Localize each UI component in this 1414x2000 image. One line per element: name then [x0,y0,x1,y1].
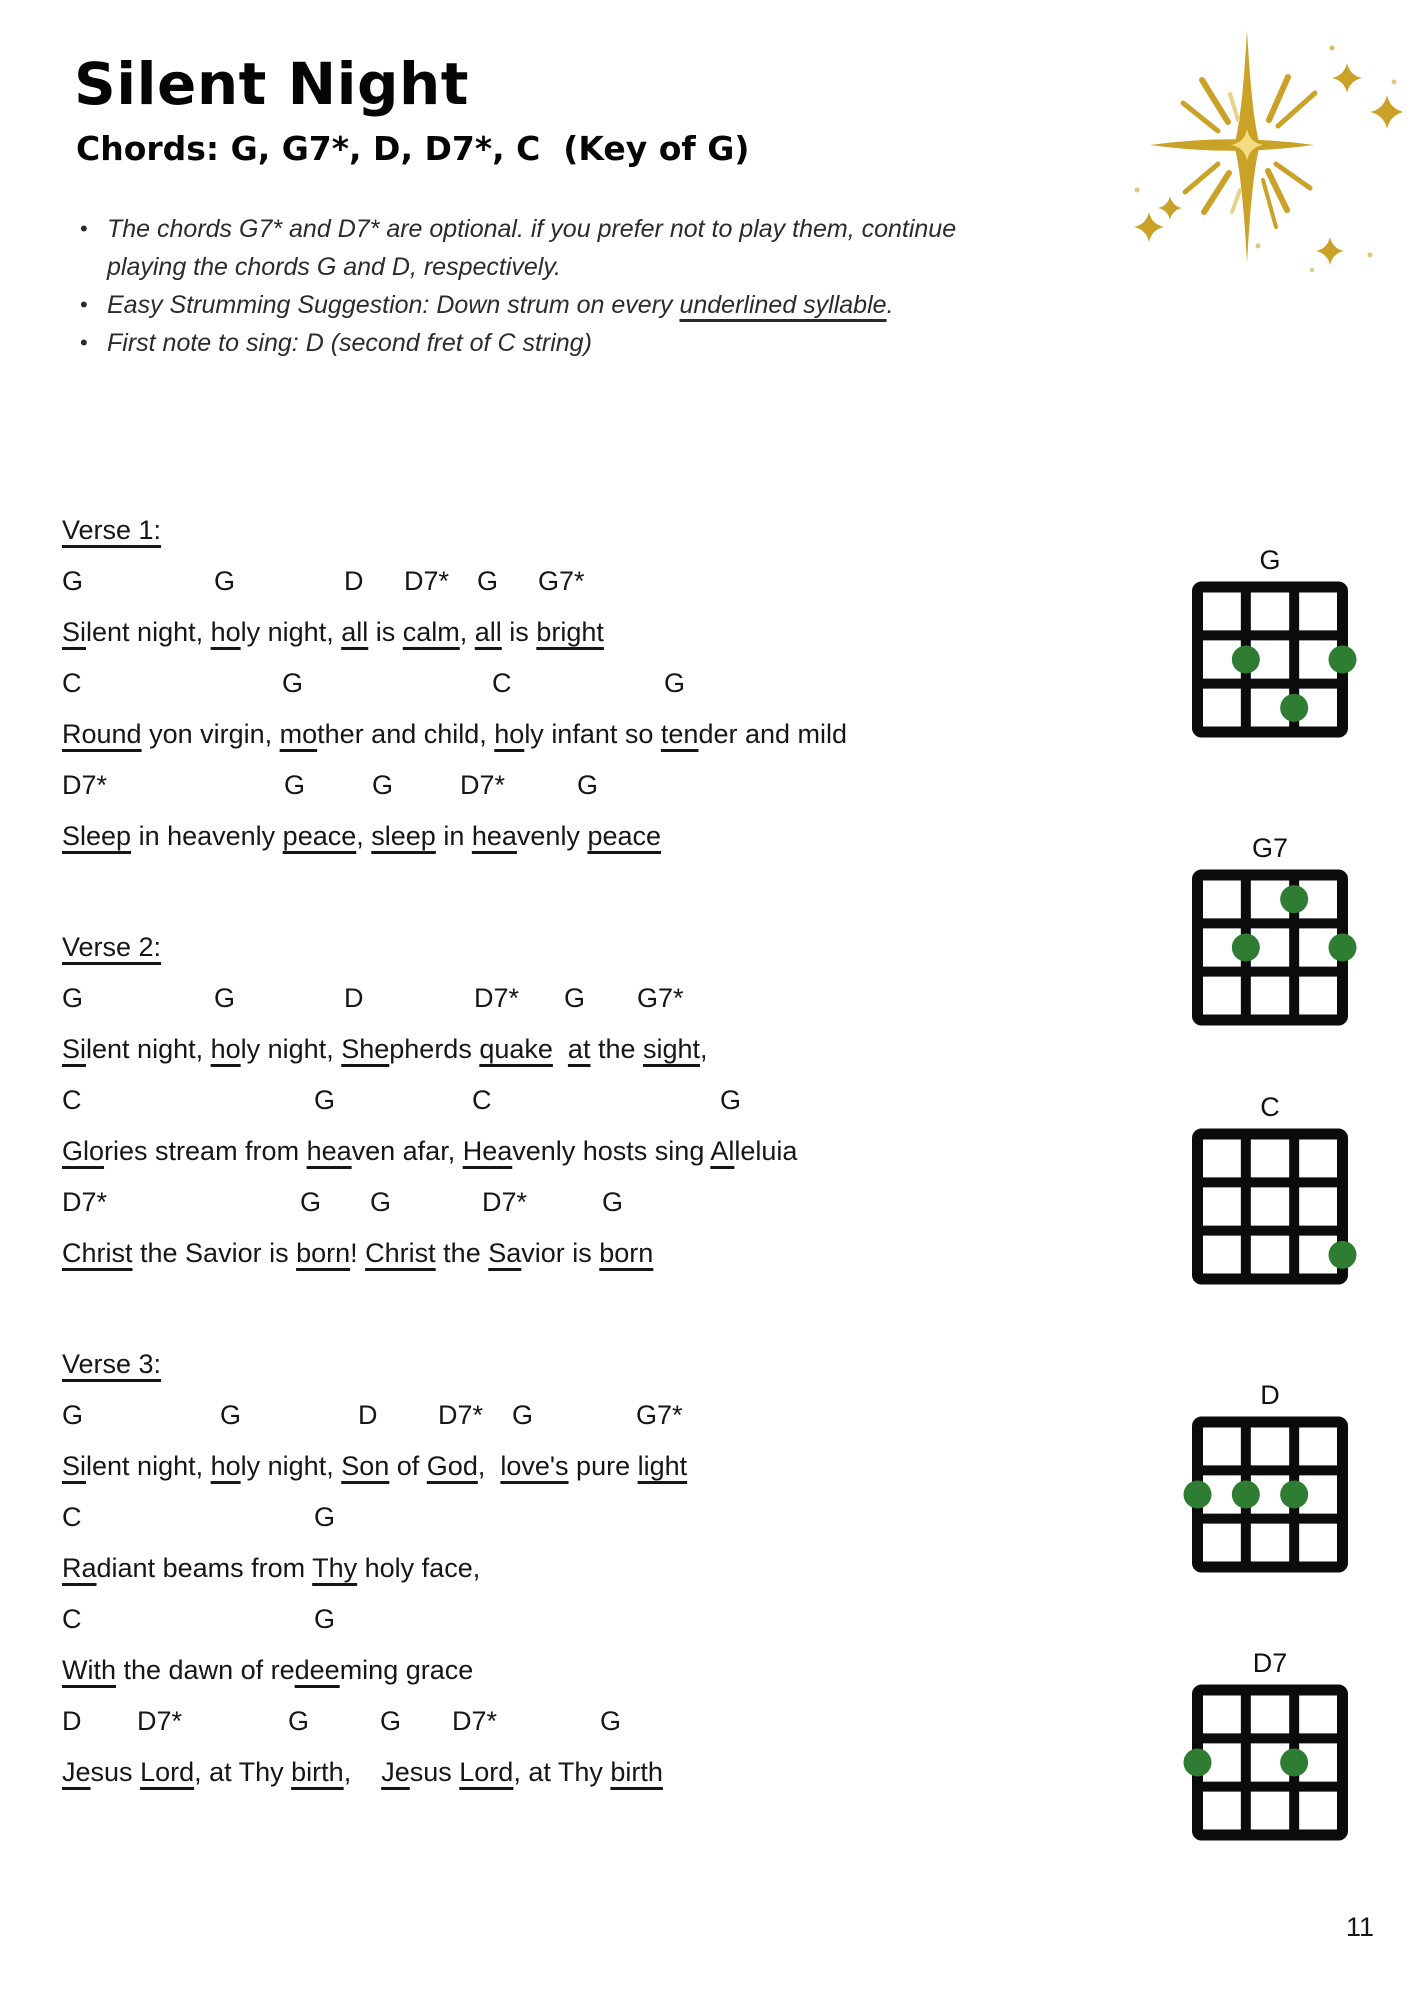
finger-dot [1329,646,1357,674]
fretboard-grid-icon [1177,1128,1363,1294]
finger-dot [1329,934,1357,962]
note-item [80,210,1060,286]
lyric-line [62,1645,1022,1696]
chord-g: G [288,1706,310,1736]
verse [62,922,1022,1279]
fretboard-grid-icon [1177,1416,1363,1582]
chord-line [62,556,1022,607]
chord-d7: D7* [452,1706,498,1736]
chord-diagram-label: G7 [1251,833,1289,863]
verse-heading-line [62,1339,1022,1390]
note-item [80,324,1060,362]
chord-g: G [300,1187,322,1217]
chord-line [62,1075,1022,1126]
text-run: lent night, [86,617,211,647]
underlined-syllable: sight [643,1034,701,1064]
finger-dot [1232,1481,1260,1509]
underlined-syllable: Thy [312,1553,358,1583]
underlined-syllable: underlined syllable [679,291,887,319]
underlined-syllable: Round [62,719,142,749]
finger-dot [1280,694,1308,722]
verse-heading: Verse 1: [62,515,162,545]
finger-dot [1184,1481,1212,1509]
chord-c: C [492,668,512,698]
underlined-syllable: hea [306,1136,352,1166]
fretboard-grid-icon [1177,581,1363,747]
chord-g: G [512,1400,534,1430]
lyric-line [62,811,1022,862]
note-line [107,248,956,286]
chord-g: G [62,566,84,596]
chord-g: G [372,770,394,800]
page-subtitle: Chords: G, G7*, D, D7*, C (Key of G) [76,129,750,168]
verses [62,505,1022,1858]
text-run: ven afar, [351,1136,463,1166]
chord-d7: D7* [438,1400,484,1430]
chord-line [62,1696,1022,1747]
text-run: ly infant so [524,719,661,749]
chord-g: G [477,566,499,596]
chord-diagram-label: G [1259,545,1281,575]
notes-list [80,210,1060,362]
text-run: The chords G7* and D7* are optional. if you prefer not to play them, continue [107,215,957,243]
underlined-syllable: Sleep [62,821,132,851]
chord-line [62,760,1022,811]
chord-g: G [62,1400,84,1430]
verse [62,505,1022,862]
chord-g7: G7* [538,566,585,596]
underlined-syllable: Je [62,1757,91,1787]
underlined-syllable: ho [210,1034,241,1064]
underlined-syllable: Christ [365,1238,436,1268]
underlined-syllable: birth [610,1757,663,1787]
lyric-line [62,1543,1022,1594]
underlined-syllable: sleep [371,821,436,851]
fretboard-grid-icon [1177,1684,1363,1850]
chord-g: G [282,668,304,698]
chord-line [62,1594,1022,1645]
text-run: lent night, [86,1034,211,1064]
underlined-syllable: Sa [488,1238,522,1268]
text-run: diant beams from [96,1553,313,1583]
underlined-syllable: all [474,617,502,647]
chord-diagram-label: D [1260,1380,1280,1410]
page-header [74,52,749,168]
chord-g: G [314,1604,336,1634]
chord-line [62,1390,1022,1441]
text-run: , [343,1757,382,1787]
chord-diagram-d7 [1177,1647,1363,1855]
chord-c: C [62,1604,82,1634]
underlined-syllable: Lord [140,1757,195,1787]
text-run: venly hosts sing [512,1136,711,1166]
text-run: is [368,617,403,647]
chord-d7: D7* [460,770,506,800]
underlined-syllable: With [62,1655,116,1685]
chord-g: G [564,983,586,1013]
chord-g: G [220,1400,242,1430]
chord-line [62,973,1022,1024]
underlined-syllable: peace [587,821,662,851]
lyric-line [62,1126,1022,1177]
chord-g: G [600,1706,622,1736]
chord-diagram-c [1177,1091,1363,1299]
verse-heading: Verse 3: [62,1349,162,1379]
chord-line [62,1177,1022,1228]
underlined-syllable: calm [402,617,460,647]
chord-g: G [664,668,686,698]
chord-g: G [370,1187,392,1217]
underlined-syllable: ten [660,719,699,749]
text-run: , [700,1034,708,1064]
chord-g: G [380,1706,402,1736]
chord-g: G [602,1187,624,1217]
chord-d7: D7* [404,566,450,596]
lyric-line [62,709,1022,760]
chord-diagram-d [1177,1379,1363,1587]
underlined-syllable: She [341,1034,390,1064]
verse [62,1339,1022,1798]
underlined-syllable: quake [479,1034,553,1064]
chord-g: G [214,566,236,596]
lyric-line [62,1228,1022,1279]
finger-dot [1232,934,1260,962]
note-line [107,286,894,324]
chord-g: G [314,1085,336,1115]
chord-diagram-label: D7 [1252,1648,1288,1678]
finger-dot [1329,1241,1357,1269]
text-run: the Savior is [132,1238,297,1268]
text-run: Easy Strumming Suggestion: Down strum on every [107,291,680,319]
underlined-syllable: Je [381,1757,410,1787]
text-run: ries stream from [104,1136,307,1166]
text-run: ly night, [240,1451,342,1481]
lyric-line [62,1441,1022,1492]
text-run: ther and child, [317,719,495,749]
text-run: the [590,1034,643,1064]
verse-heading-line [62,922,1022,973]
underlined-syllable: born [599,1238,654,1268]
chord-diagram-g7 [1177,832,1363,1040]
chord-d: D [358,1400,378,1430]
chord-c: C [62,668,82,698]
chord-g7: G7* [636,1400,683,1430]
underlined-syllable: ho [210,1451,241,1481]
finger-dot [1184,1749,1212,1777]
chord-d7: D7* [474,983,520,1013]
underlined-syllable: at [567,1034,591,1064]
text-run: the [435,1238,489,1268]
text-run: is [501,617,537,647]
text-run: playing the chords G and D, respectively. [107,253,561,281]
chord-g: G [62,983,84,1013]
underlined-syllable: God [426,1451,478,1481]
fretboard-grid-icon [1177,869,1363,1035]
chord-d7: D7* [137,1706,183,1736]
chord-line [62,1492,1022,1543]
chord-d7: D7* [482,1187,528,1217]
text-run: . [886,291,894,319]
page-title: Silent Night [74,50,470,118]
underlined-syllable: Hea [462,1136,513,1166]
chord-d: D [344,566,364,596]
finger-dot [1280,1481,1308,1509]
chord-g: G [284,770,306,800]
underlined-syllable: peace [282,821,357,851]
chord-diagram-label: C [1260,1092,1280,1122]
chord-c: C [472,1085,492,1115]
underlined-syllable: Si [62,1034,87,1064]
underlined-syllable: love's [500,1451,569,1481]
underlined-syllable: ho [210,617,241,647]
text-run: vior is [521,1238,600,1268]
underlined-syllable: birth [291,1757,344,1787]
underlined-syllable: dee [294,1655,340,1685]
underlined-syllable: Si [62,1451,87,1481]
underlined-syllable: bright [536,617,604,647]
text-run: in heavenly [131,821,283,851]
underlined-syllable: mo [279,719,318,749]
note-text [107,324,592,362]
text-run: , at Thy [513,1757,611,1787]
chord-c: C [62,1502,82,1532]
underlined-syllable: ho [494,719,525,749]
text-run: venly [516,821,588,851]
text-run: sus [409,1757,460,1787]
chord-c: C [62,1085,82,1115]
note-line [107,210,956,248]
text-run: of [389,1451,427,1481]
note-text [107,210,956,286]
text-run: lent night, [86,1451,211,1481]
text-run: ly night, [240,617,342,647]
text-run: pure [568,1451,638,1481]
note-text [107,286,894,324]
christmas-star-icon [1082,20,1402,275]
underlined-syllable: hea [471,821,517,851]
lyric-line [62,1024,1022,1075]
finger-dot [1280,1749,1308,1777]
text-run: First note to sing: D (second fret of C string) [107,329,592,357]
text-run: , [477,1451,501,1481]
text-run: , [356,821,372,851]
verse-heading: Verse 2: [62,932,162,962]
text-run: yon virgin, [141,719,280,749]
text-run: in [435,821,472,851]
text-run: , [459,617,475,647]
chord-d7: D7* [62,1187,108,1217]
underlined-syllable: Si [62,617,87,647]
underlined-syllable: Ra [62,1553,97,1583]
finger-dot [1232,646,1260,674]
page-number: 11 [1346,1912,1375,1942]
text-run: der and mild [698,719,848,749]
text-run: ly night, [240,1034,342,1064]
bullet-dot: • [80,330,88,355]
bullet-dot: • [80,292,88,317]
chord-g: G [577,770,599,800]
underlined-syllable: born [296,1238,351,1268]
underlined-syllable: Son [341,1451,390,1481]
lyric-line [62,1747,1022,1798]
chord-g: G [214,983,236,1013]
underlined-syllable: Christ [62,1238,133,1268]
note-item [80,286,1060,324]
underlined-syllable: Al [710,1136,735,1166]
underlined-syllable: light [637,1451,688,1481]
underlined-syllable: all [341,617,369,647]
chord-diagram-g [1177,544,1363,752]
chord-g: G [720,1085,742,1115]
verse-heading-line [62,505,1022,556]
text-run: sus [90,1757,141,1787]
chord-g: G [314,1502,336,1532]
text-run: ! [350,1238,366,1268]
text-run: , at Thy [194,1757,292,1787]
finger-dot [1280,885,1308,913]
bullet-dot: • [80,216,88,241]
chord-d: D [344,983,364,1013]
chord-line [62,658,1022,709]
text-run: the dawn of re [116,1655,295,1685]
underlined-syllable: Lord [459,1757,514,1787]
text-run: holy face, [357,1553,481,1583]
note-line [107,324,592,362]
text-run: leluia [734,1136,798,1166]
chord-d: D [62,1706,82,1736]
text-run: pherds [389,1034,480,1064]
text-run: ming grace [339,1655,474,1685]
text-run [553,1034,568,1064]
lyric-line [62,607,1022,658]
chord-g7: G7* [637,983,684,1013]
underlined-syllable: Glo [62,1136,105,1166]
chord-d7: D7* [62,770,108,800]
